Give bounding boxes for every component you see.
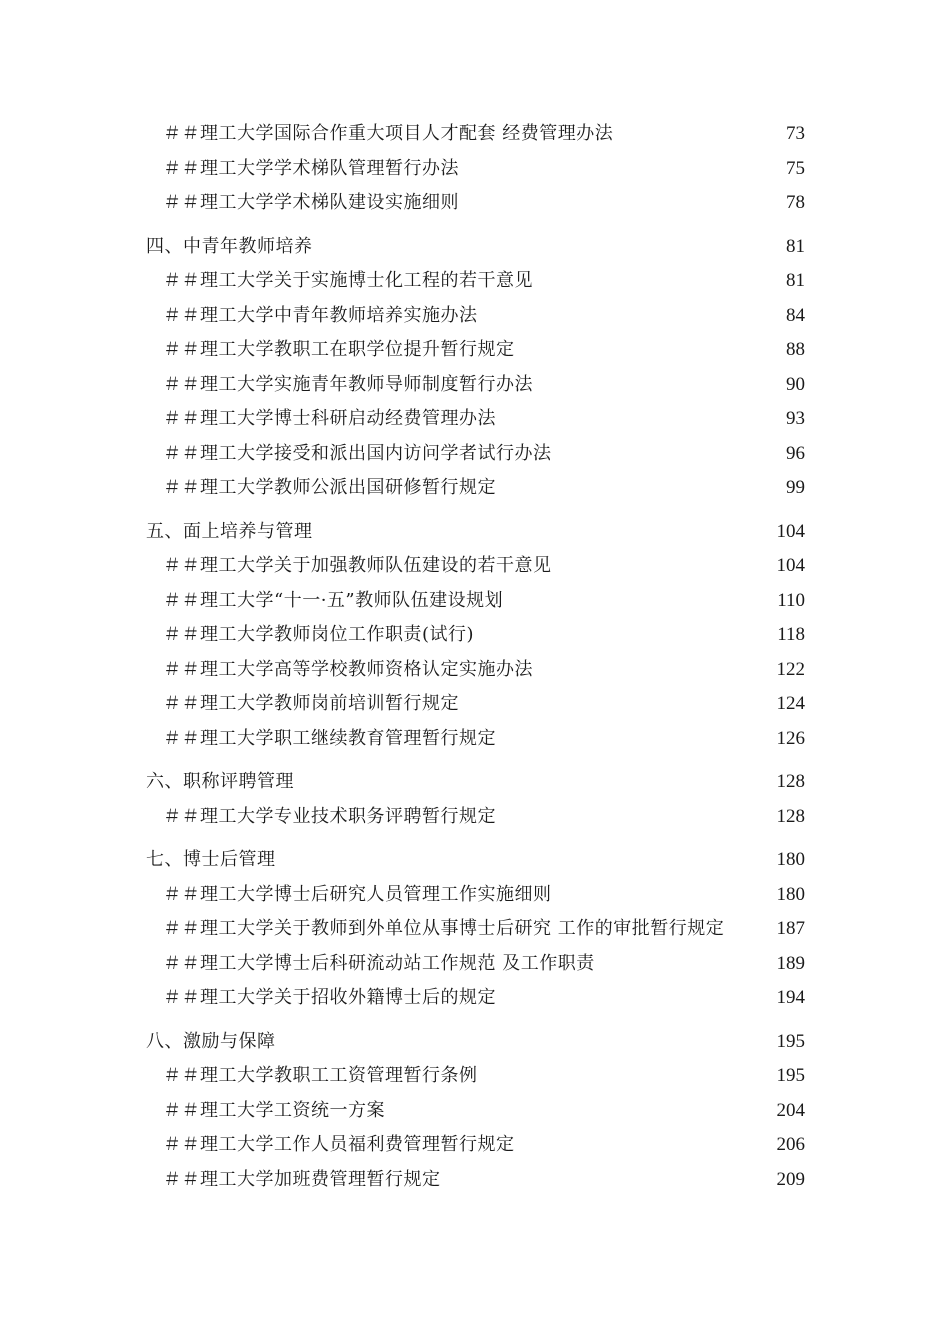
toc-entry-title: ＃＃理工大学工作人员福利费管理暂行规定 — [163, 1134, 515, 1155]
toc-entry[interactable] — [0, 584, 950, 619]
toc-section-heading[interactable] — [0, 230, 950, 265]
toc-entry-page-number: 84 — [786, 304, 805, 326]
toc-entry-page-number: 180 — [776, 883, 805, 905]
toc-entry-title: ＃＃理工大学关于实施博士化工程的若干意见 — [163, 270, 533, 291]
toc-entry-title: ＃＃理工大学教职工在职学位提升暂行规定 — [163, 339, 515, 360]
toc-entry-page-number: 209 — [776, 1168, 805, 1190]
toc-entry-title: ＃＃理工大学实施青年教师导师制度暂行办法 — [163, 373, 533, 395]
toc-entry[interactable] — [0, 471, 950, 506]
toc-entry-page-number: 81 — [786, 270, 805, 291]
toc-entry[interactable] — [0, 912, 950, 947]
toc-entry-page-number: 122 — [776, 658, 805, 680]
toc-entry-title: ＃＃理工大学关于加强教师队伍建设的若干意见 — [163, 555, 552, 576]
toc-entry[interactable] — [0, 368, 950, 403]
toc-entry-title: ＃＃理工大学教师公派出国研修暂行规定 — [163, 477, 496, 498]
toc-entry-title: ＃＃理工大学工资统一方案 — [163, 1099, 385, 1121]
toc-heading-title: 五、面上培养与管理 — [146, 520, 313, 542]
toc-entry-page-number: 104 — [776, 555, 805, 576]
toc-entry-title: ＃＃理工大学中青年教师培养实施办法 — [163, 304, 478, 326]
toc-entry[interactable] — [0, 186, 950, 221]
toc-entry-title: ＃＃理工大学博士后研究人员管理工作实施细则 — [163, 883, 552, 905]
toc-section-heading[interactable] — [0, 765, 950, 800]
toc-entry-title: ＃＃理工大学“十一·五”教师队伍建设规划 — [163, 589, 504, 611]
toc-entry[interactable] — [0, 549, 950, 584]
toc-entry[interactable] — [0, 299, 950, 334]
toc-section-heading[interactable] — [0, 515, 950, 550]
table-of-contents — [0, 117, 950, 1206]
toc-entry[interactable] — [0, 1094, 950, 1129]
toc-entry-page-number: 96 — [786, 442, 805, 464]
toc-entry[interactable] — [0, 687, 950, 722]
toc-entry[interactable] — [0, 981, 950, 1016]
toc-entry-title: ＃＃理工大学关于招收外籍博士后的规定 — [163, 987, 496, 1008]
toc-entry[interactable] — [0, 722, 950, 757]
toc-section-heading[interactable] — [0, 843, 950, 878]
toc-heading-page-number: 195 — [776, 1030, 805, 1052]
toc-heading-title: 八、激励与保障 — [146, 1030, 276, 1052]
toc-entry[interactable] — [0, 152, 950, 187]
toc-entry-page-number: 90 — [786, 373, 805, 395]
toc-entry-title: ＃＃理工大学专业技术职务评聘暂行规定 — [163, 805, 496, 827]
toc-entry-title: ＃＃理工大学教职工工资管理暂行条例 — [163, 1065, 478, 1086]
toc-entry[interactable] — [0, 618, 950, 653]
toc-entry[interactable] — [0, 1128, 950, 1163]
toc-entry-page-number: 88 — [786, 339, 805, 360]
toc-entry[interactable] — [0, 800, 950, 835]
toc-section-heading[interactable] — [0, 1025, 950, 1060]
toc-heading-page-number: 81 — [786, 235, 805, 257]
toc-entry-page-number: 75 — [786, 157, 805, 179]
toc-entry-page-number: 204 — [776, 1099, 805, 1121]
toc-entry[interactable] — [0, 333, 950, 368]
toc-entry-page-number: 73 — [786, 123, 805, 144]
toc-section — [0, 117, 950, 221]
toc-entry-page-number: 93 — [786, 408, 805, 429]
toc-entry-title: ＃＃理工大学国际合作重大项目人才配套 经费管理办法 — [163, 123, 614, 144]
toc-entry[interactable] — [0, 1059, 950, 1094]
toc-entry-page-number: 126 — [776, 727, 805, 749]
toc-entry-title: ＃＃理工大学高等学校教师资格认定实施办法 — [163, 658, 533, 680]
toc-entry-title: ＃＃理工大学教师岗位工作职责(试行) — [163, 624, 475, 645]
toc-entry-page-number: 195 — [776, 1065, 805, 1086]
toc-section — [0, 765, 950, 834]
toc-entry-title: ＃＃理工大学接受和派出国内访问学者试行办法 — [163, 442, 552, 464]
toc-entry-title: ＃＃理工大学博士科研启动经费管理办法 — [163, 408, 496, 429]
toc-entry[interactable] — [0, 947, 950, 982]
toc-entry[interactable] — [0, 117, 950, 152]
toc-entry-page-number: 206 — [776, 1134, 805, 1155]
toc-heading-page-number: 180 — [776, 849, 805, 870]
toc-entry-page-number: 78 — [786, 192, 805, 213]
toc-entry[interactable] — [0, 878, 950, 913]
toc-entry-page-number: 128 — [776, 805, 805, 827]
toc-heading-page-number: 104 — [776, 520, 805, 542]
toc-entry-page-number: 189 — [776, 952, 805, 974]
toc-section — [0, 843, 950, 1016]
toc-entry-title: ＃＃理工大学关于教师到外单位从事博士后研究 工作的审批暂行规定 — [163, 918, 725, 939]
toc-section — [0, 230, 950, 506]
toc-heading-page-number: 128 — [776, 771, 805, 792]
toc-entry-page-number: 194 — [776, 987, 805, 1008]
toc-entry-page-number: 118 — [777, 624, 805, 645]
toc-heading-title: 六、职称评聘管理 — [146, 771, 294, 792]
toc-section — [0, 1025, 950, 1198]
toc-heading-title: 四、中青年教师培养 — [146, 235, 313, 257]
toc-entry-page-number: 124 — [776, 693, 805, 714]
toc-entry-page-number: 187 — [776, 918, 805, 939]
toc-entry-title: ＃＃理工大学教师岗前培训暂行规定 — [163, 693, 459, 714]
toc-entry-title: ＃＃理工大学学术梯队管理暂行办法 — [163, 157, 459, 179]
toc-entry-title: ＃＃理工大学学术梯队建设实施细则 — [163, 192, 459, 213]
toc-entry-page-number: 99 — [786, 477, 805, 498]
toc-entry[interactable] — [0, 653, 950, 688]
toc-heading-title: 七、博士后管理 — [146, 849, 276, 870]
toc-entry-title: ＃＃理工大学博士后科研流动站工作规范 及工作职责 — [163, 952, 595, 974]
toc-entry[interactable] — [0, 402, 950, 437]
toc-entry[interactable] — [0, 1163, 950, 1198]
toc-entry[interactable] — [0, 264, 950, 299]
toc-entry-page-number: 110 — [777, 589, 805, 611]
toc-entry-title: ＃＃理工大学加班费管理暂行规定 — [163, 1168, 441, 1190]
toc-section — [0, 515, 950, 757]
toc-entry[interactable] — [0, 437, 950, 472]
toc-entry-title: ＃＃理工大学职工继续教育管理暂行规定 — [163, 727, 496, 749]
